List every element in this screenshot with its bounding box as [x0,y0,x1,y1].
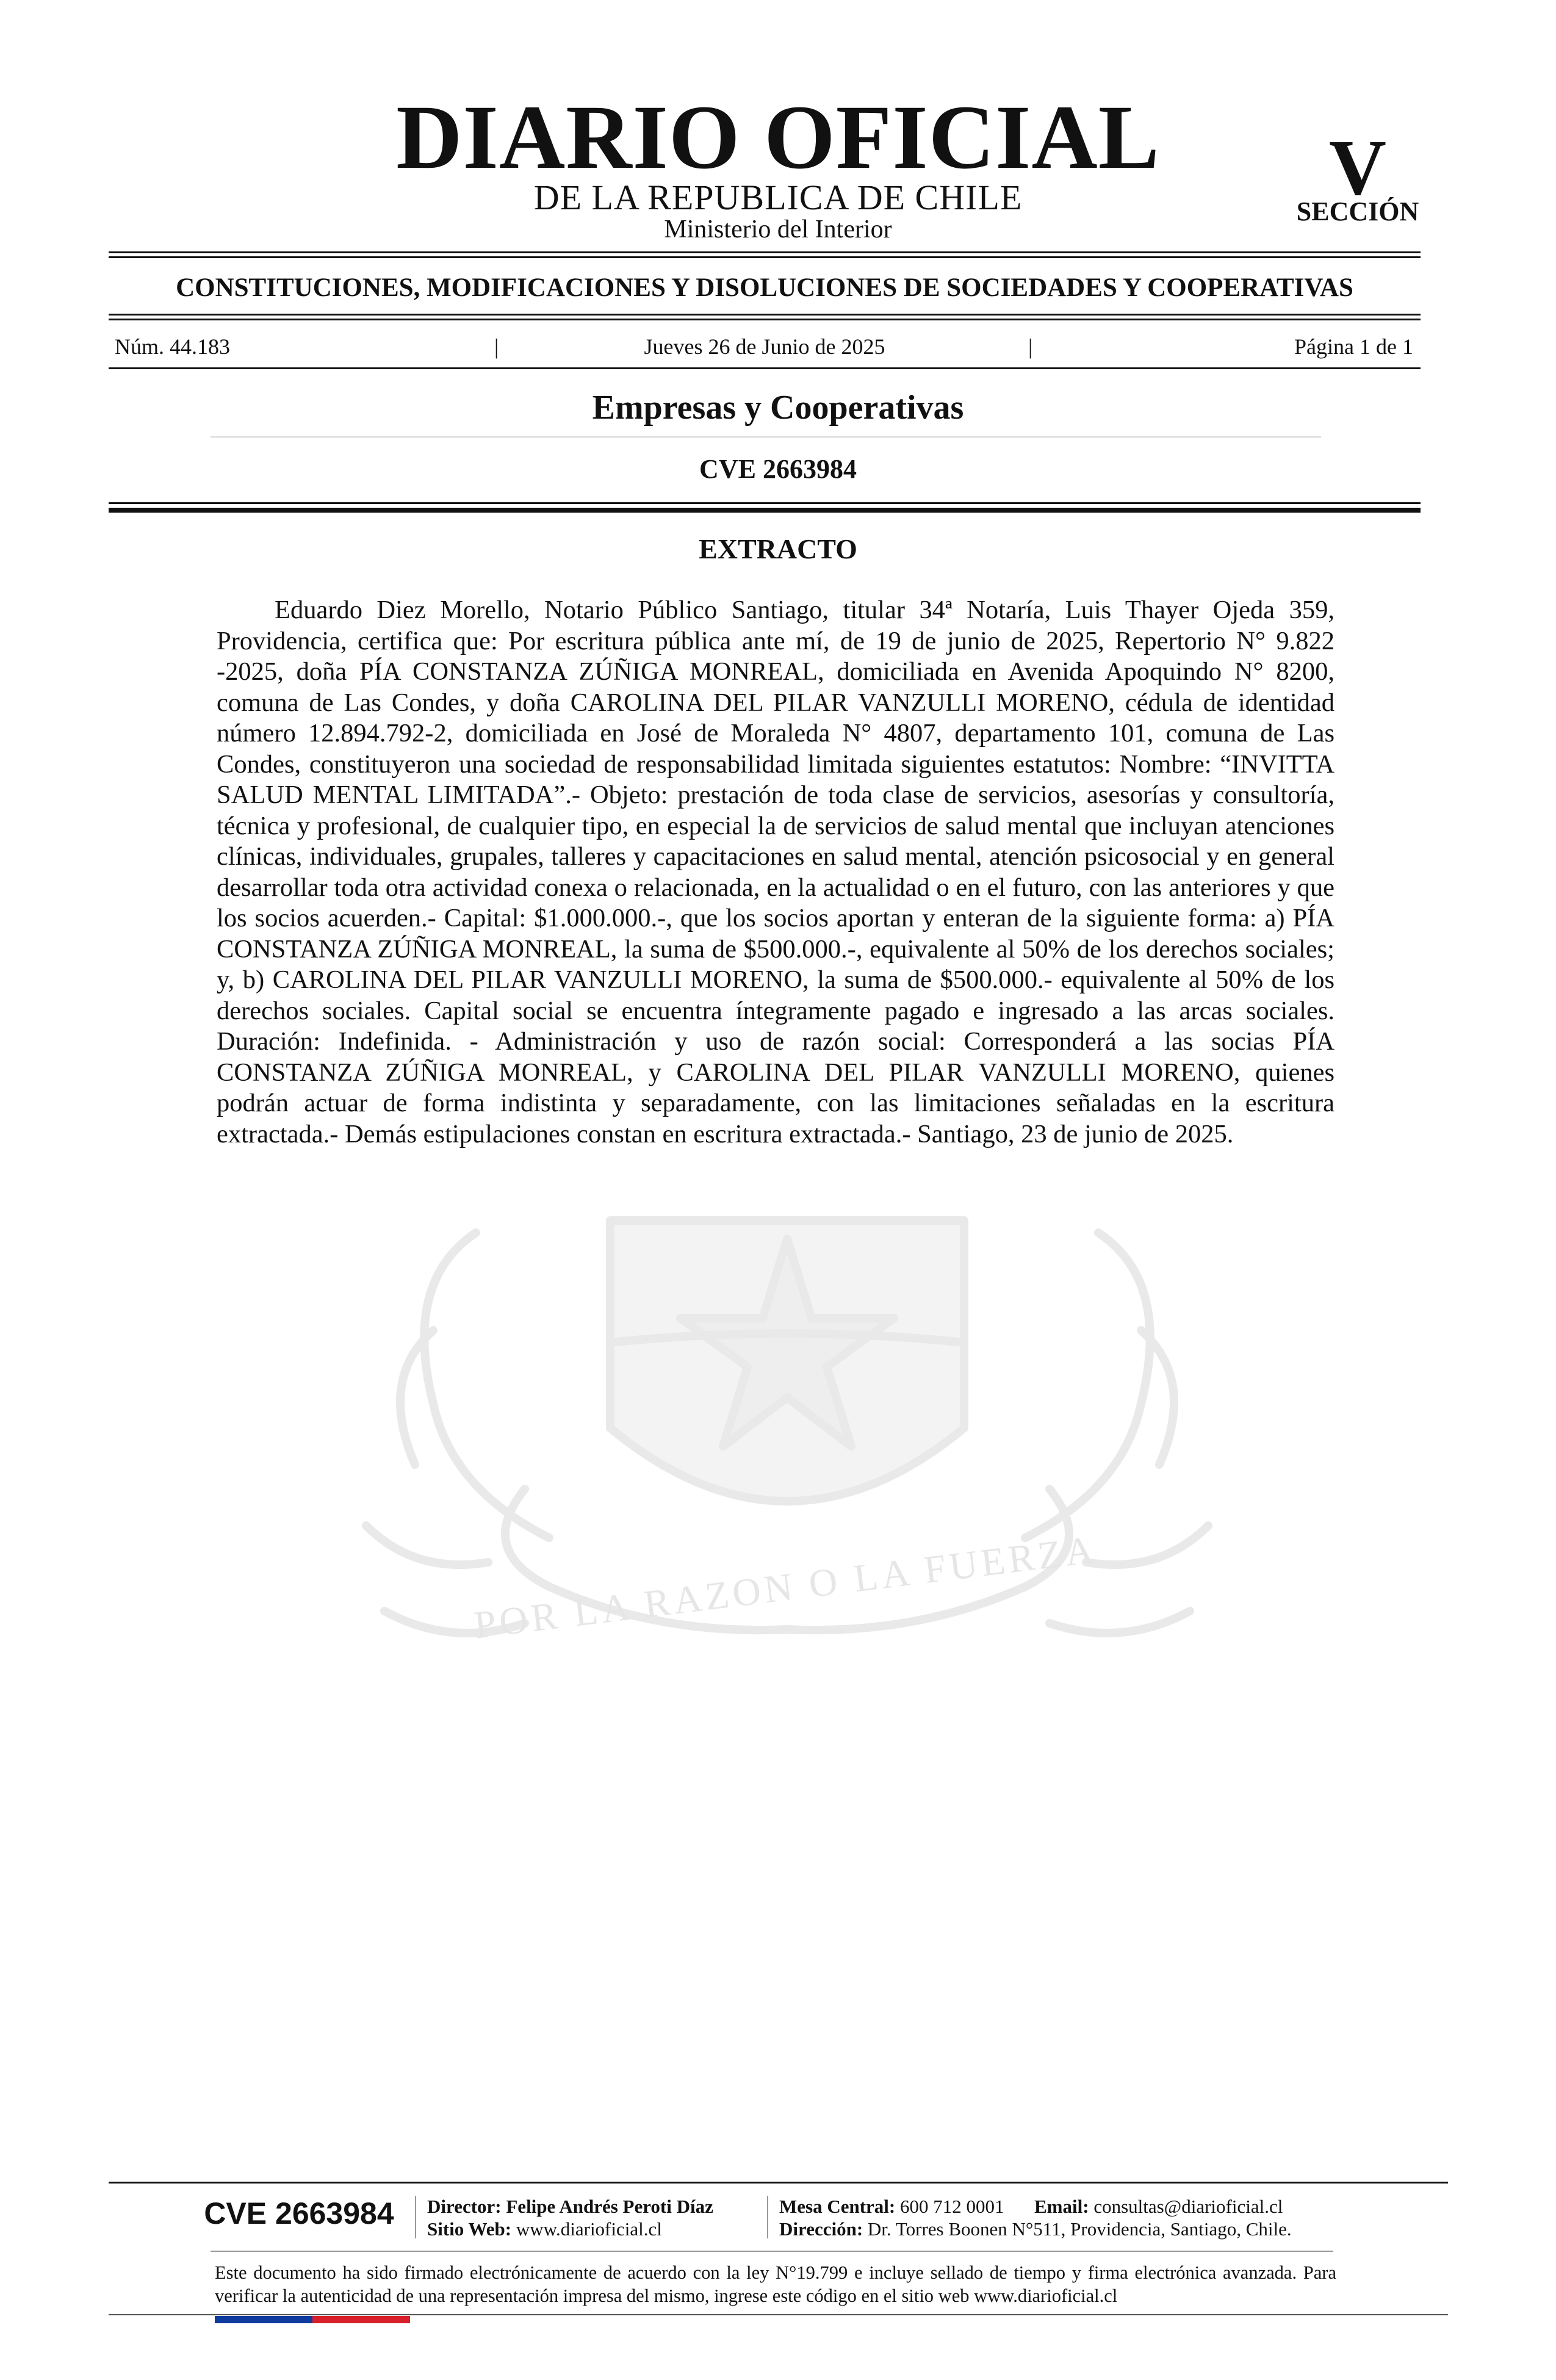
section-letter: V [1329,124,1386,212]
address-text: Dr. Torres Boonen N°511, Providencia, Santiago, Chile. [867,2218,1292,2240]
footer-rule [109,2182,1448,2183]
website-label: Sitio Web: [427,2218,512,2240]
section-word: SECCIÓN [1296,197,1419,226]
category-rule [211,436,1321,438]
masthead-title: DIARIO OFICIAL [396,87,1160,188]
issue-number: Núm. 44.183 [115,334,230,359]
banner-rule [109,314,1421,316]
masthead-subtitle: DE LA REPUBLICA DE CHILE [533,178,1023,217]
extract-body: Eduardo Diez Morello, Notario Público Santiago, titular 34ª Notaría, Luis Thayer Ojeda 359, Providencia, certifica que: Por escritura pública ante mí, de 19 de junio de 2025, Repertorio N° 9.822 -2025, doña PÍA CONSTANZA ZÚÑIGA MONREAL, domiciliada en Avenida Apoquindo N° 8200, comuna de Las Condes, y doña CAROLINA DEL PILAR VANZULLI MORENO, cédula de identidad número 12.894.792-2, domiciliada en José de Moraleda N° 4807, departamento 101, comuna de Las Condes, constituyeron una sociedad de responsabilidad limitada siguientes estatutos: Nombre: “INVITTA SALUD MENTAL LIMITADA”.- Objeto: prestación de toda clase de servicios, asesorías y consultoría, técnica y profesional, de cualquier tipo, en especial la de servicios de salud mental que incluyan atenciones clínicas, individuales, grupales, talleres y capacitaciones en salud mental, atención psicosocial y en general desarrollar toda otra actividad conexa o relacionada, en la actualidad o en el futuro, con las anteriores y que los socios acuerden.- Capital: $1.000.000.-, que los socios aportan y enteran de la siguiente forma: a) PÍA CONSTANZA ZÚÑIGA MONREAL, la suma de $500.000.-, equivalente al 50% de los derechos sociales; y, b) CAROLINA DEL PILAR VANZULLI MORENO, la suma de $500.000.- equivalente al 50% de los derechos sociales. Capital social se encuentra íntegramente pagado e ingresado a las arcas sociales. Duración: Indefinida. - Administración y uso de razón social: Corresponderá a las socias PÍA CONSTANZA ZÚÑIGA MONREAL, y CAROLINA DEL PILAR VANZULLI MORENO, quienes podrán actuar de forma indistinta y separadamente, con las limitaciones señaladas en la escritura extractada.- Demás estipulaciones constan en escritura extractada.- Santiago, 23 de junio de 2025. [217,596,1334,1149]
masthead-ministry: Ministerio del Interior [664,215,892,243]
section-banner: CONSTITUCIONES, MODIFICACIONES Y DISOLUCIONES DE SOCIEDADES Y COOPERATIVAS [176,273,1353,302]
category-heading: Empresas y Cooperativas [592,389,964,427]
cve-rule-thick [109,508,1421,513]
footer-cve-code: CVE 2663984 [204,2196,394,2230]
issue-date: Jueves 26 de Junio de 2025 [644,334,885,359]
page-number: Página 1 de 1 [1294,334,1413,359]
email-link[interactable]: consultas@diarioficial.cl [1093,2196,1283,2217]
website-link[interactable]: www.diarioficial.cl [516,2218,662,2240]
cve-rule [109,502,1421,504]
director-name: Felipe Andrés Peroti Díaz [506,2196,713,2217]
footer-divider [767,2196,768,2238]
footer-address [779,2220,1292,2238]
flag-stripe-blue [215,2316,312,2323]
phone-label: Mesa Central: [779,2196,896,2217]
watermark-motto: POR LA RAZON O LA FUERZA [472,1527,1100,1647]
footer-bottom-rule [109,2314,1448,2315]
email-label: Email: [1034,2196,1089,2217]
cve-code: CVE 2663984 [699,454,857,484]
meta-separator: | [1028,334,1033,359]
extract-title: EXTRACTO [699,533,857,564]
footer-divider [415,2196,416,2238]
header-rule [109,256,1421,258]
footer-director [427,2197,713,2216]
coat-of-arms-watermark-icon [293,1147,1281,1684]
header-rule [109,251,1421,253]
footer-contact [779,2197,1283,2216]
footer-divider-rule [211,2251,1333,2252]
footer-legal-notice: Este documento ha sido firmado electrónicamente de acuerdo con la ley N°19.799 e incluye sellado de tiempo y firma electrónica avanzada. Para verificar la autenticidad de una representación impresa del mismo, ingrese este código en el sitio web www.diarioficial.cl [215,2262,1336,2306]
address-label: Dirección: [779,2218,863,2240]
director-label: Director: [427,2196,502,2217]
footer-website [427,2220,662,2238]
phone-number: 600 712 0001 [900,2196,1004,2217]
meta-separator: | [494,334,499,359]
banner-rule [109,319,1421,320]
meta-rule [109,367,1421,369]
flag-stripe-red [312,2316,410,2323]
